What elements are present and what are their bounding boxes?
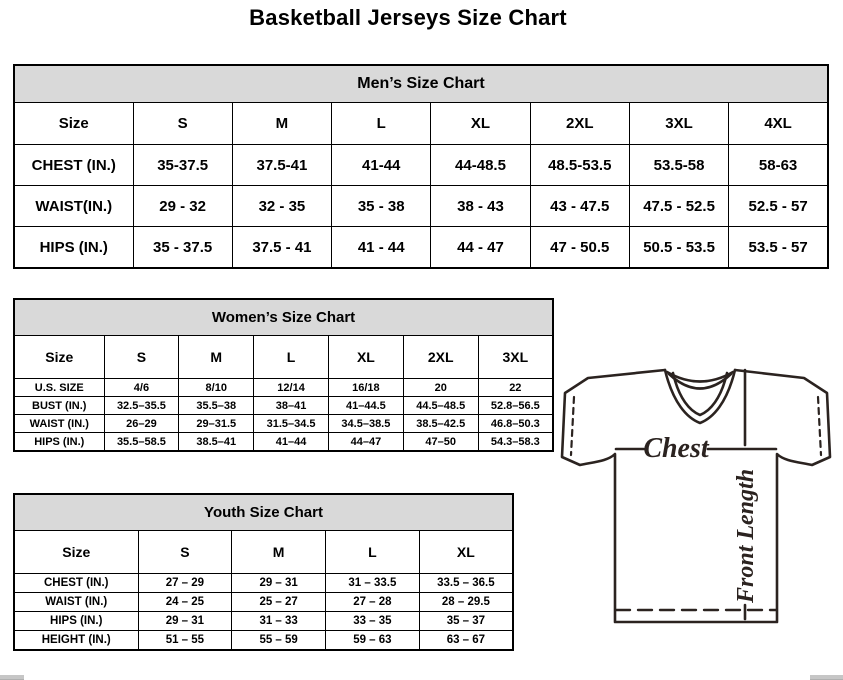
row-label-cell: U.S. SIZE xyxy=(14,379,104,397)
value-cell: 63 – 67 xyxy=(419,631,513,651)
size-header-cell: L xyxy=(332,103,431,145)
value-cell: 35 - 38 xyxy=(332,186,431,227)
jersey-outline xyxy=(562,370,830,622)
value-cell: 43 - 47.5 xyxy=(530,186,629,227)
row-label-cell: CHEST (IN.) xyxy=(14,574,138,593)
size-header-cell: 3XL xyxy=(629,103,728,145)
page-title: Basketball Jerseys Size Chart xyxy=(249,5,567,30)
right-sleeve-cuff-dash xyxy=(818,397,821,455)
womens-size-chart-table xyxy=(13,298,554,452)
size-header-cell: S xyxy=(104,336,179,379)
value-cell: 44 - 47 xyxy=(431,227,530,269)
table-row xyxy=(14,631,513,651)
mens-size-chart-table xyxy=(13,64,829,269)
value-cell: 32.5–35.5 xyxy=(104,397,179,415)
row-label-cell: BUST (IN.) xyxy=(14,397,104,415)
row-label-cell: HIPS (IN.) xyxy=(14,612,138,631)
chest-label: Chest xyxy=(643,433,709,464)
size-corner-cell: Size xyxy=(14,531,138,574)
left-sleeve-cuff-dash xyxy=(571,397,574,455)
value-cell: 31 – 33 xyxy=(232,612,326,631)
scrollbar-fragment-right[interactable] xyxy=(810,675,843,680)
value-cell: 27 – 29 xyxy=(138,574,232,593)
size-corner-cell: Size xyxy=(14,336,104,379)
size-header-cell: M xyxy=(232,531,326,574)
value-cell: 29 – 31 xyxy=(232,574,326,593)
value-cell: 53.5 - 57 xyxy=(729,227,828,269)
table-row xyxy=(14,397,553,415)
value-cell: 29–31.5 xyxy=(179,415,254,433)
value-cell: 22 xyxy=(478,379,553,397)
size-header-cell: M xyxy=(179,336,254,379)
value-cell: 29 – 31 xyxy=(138,612,232,631)
value-cell: 4/6 xyxy=(104,379,179,397)
size-header-cell: S xyxy=(133,103,232,145)
value-cell: 35.5–38 xyxy=(179,397,254,415)
value-cell: 8/10 xyxy=(179,379,254,397)
table-row xyxy=(14,593,513,612)
size-header-cell: 3XL xyxy=(478,336,553,379)
value-cell: 54.3–58.3 xyxy=(478,433,553,452)
table-row xyxy=(14,186,828,227)
value-cell: 46.8–50.3 xyxy=(478,415,553,433)
table-row xyxy=(14,145,828,186)
value-cell: 53.5-58 xyxy=(629,145,728,186)
row-label-cell: HIPS (IN.) xyxy=(14,227,133,269)
table-row xyxy=(14,574,513,593)
size-header-cell: 2XL xyxy=(403,336,478,379)
value-cell: 35 – 37 xyxy=(419,612,513,631)
size-header-cell: XL xyxy=(431,103,530,145)
value-cell: 31.5–34.5 xyxy=(254,415,329,433)
value-cell: 50.5 - 53.5 xyxy=(629,227,728,269)
table-title-cell: Women’s Size Chart xyxy=(14,299,553,336)
size-header-cell: L xyxy=(254,336,329,379)
value-cell: 51 – 55 xyxy=(138,631,232,651)
value-cell: 20 xyxy=(403,379,478,397)
row-label-cell: HEIGHT (IN.) xyxy=(14,631,138,651)
row-label-cell: HIPS (IN.) xyxy=(14,433,104,452)
table-row xyxy=(14,612,513,631)
size-header-cell: 2XL xyxy=(530,103,629,145)
value-cell: 37.5-41 xyxy=(232,145,331,186)
table-row xyxy=(14,433,553,452)
size-header-cell: S xyxy=(138,531,232,574)
value-cell: 33 – 35 xyxy=(326,612,420,631)
value-cell: 27 – 28 xyxy=(326,593,420,612)
value-cell: 37.5 - 41 xyxy=(232,227,331,269)
value-cell: 41 - 44 xyxy=(332,227,431,269)
table-row xyxy=(14,227,828,269)
value-cell: 16/18 xyxy=(328,379,403,397)
value-cell: 31 – 33.5 xyxy=(326,574,420,593)
value-cell: 38 - 43 xyxy=(431,186,530,227)
value-cell: 33.5 – 36.5 xyxy=(419,574,513,593)
value-cell: 35 - 37.5 xyxy=(133,227,232,269)
table-row xyxy=(14,379,553,397)
table-title-cell: Youth Size Chart xyxy=(14,494,513,531)
value-cell: 24 – 25 xyxy=(138,593,232,612)
row-label-cell: WAIST (IN.) xyxy=(14,593,138,612)
value-cell: 35.5–58.5 xyxy=(104,433,179,452)
table-title-cell: Men’s Size Chart xyxy=(14,65,828,103)
row-label-cell: WAIST(IN.) xyxy=(14,186,133,227)
scrollbar-fragment-left[interactable] xyxy=(0,675,24,680)
value-cell: 38.5–42.5 xyxy=(403,415,478,433)
table-row xyxy=(14,415,553,433)
value-cell: 25 – 27 xyxy=(232,593,326,612)
value-cell: 38–41 xyxy=(254,397,329,415)
row-label-cell: WAIST (IN.) xyxy=(14,415,104,433)
value-cell: 32 - 35 xyxy=(232,186,331,227)
value-cell: 34.5–38.5 xyxy=(328,415,403,433)
youth-size-chart-table xyxy=(13,493,514,651)
value-cell: 44–47 xyxy=(328,433,403,452)
value-cell: 48.5-53.5 xyxy=(530,145,629,186)
value-cell: 12/14 xyxy=(254,379,329,397)
value-cell: 41-44 xyxy=(332,145,431,186)
value-cell: 52.8–56.5 xyxy=(478,397,553,415)
value-cell: 41–44 xyxy=(254,433,329,452)
value-cell: 28 – 29.5 xyxy=(419,593,513,612)
value-cell: 38.5–41 xyxy=(179,433,254,452)
value-cell: 47 - 50.5 xyxy=(530,227,629,269)
value-cell: 41–44.5 xyxy=(328,397,403,415)
value-cell: 44.5–48.5 xyxy=(403,397,478,415)
value-cell: 52.5 - 57 xyxy=(729,186,828,227)
value-cell: 44-48.5 xyxy=(431,145,530,186)
value-cell: 35-37.5 xyxy=(133,145,232,186)
size-header-cell: 4XL xyxy=(729,103,828,145)
value-cell: 58-63 xyxy=(729,145,828,186)
front-length-label: Front Length xyxy=(733,468,759,603)
value-cell: 29 - 32 xyxy=(133,186,232,227)
size-header-cell: XL xyxy=(419,531,513,574)
value-cell: 59 – 63 xyxy=(326,631,420,651)
value-cell: 55 – 59 xyxy=(232,631,326,651)
value-cell: 47.5 - 52.5 xyxy=(629,186,728,227)
size-corner-cell: Size xyxy=(14,103,133,145)
value-cell: 26–29 xyxy=(104,415,179,433)
value-cell: 47–50 xyxy=(403,433,478,452)
size-header-cell: XL xyxy=(328,336,403,379)
row-label-cell: CHEST (IN.) xyxy=(14,145,133,186)
size-header-cell: L xyxy=(326,531,420,574)
jersey-measurement-diagram xyxy=(556,361,840,627)
size-header-cell: M xyxy=(232,103,331,145)
